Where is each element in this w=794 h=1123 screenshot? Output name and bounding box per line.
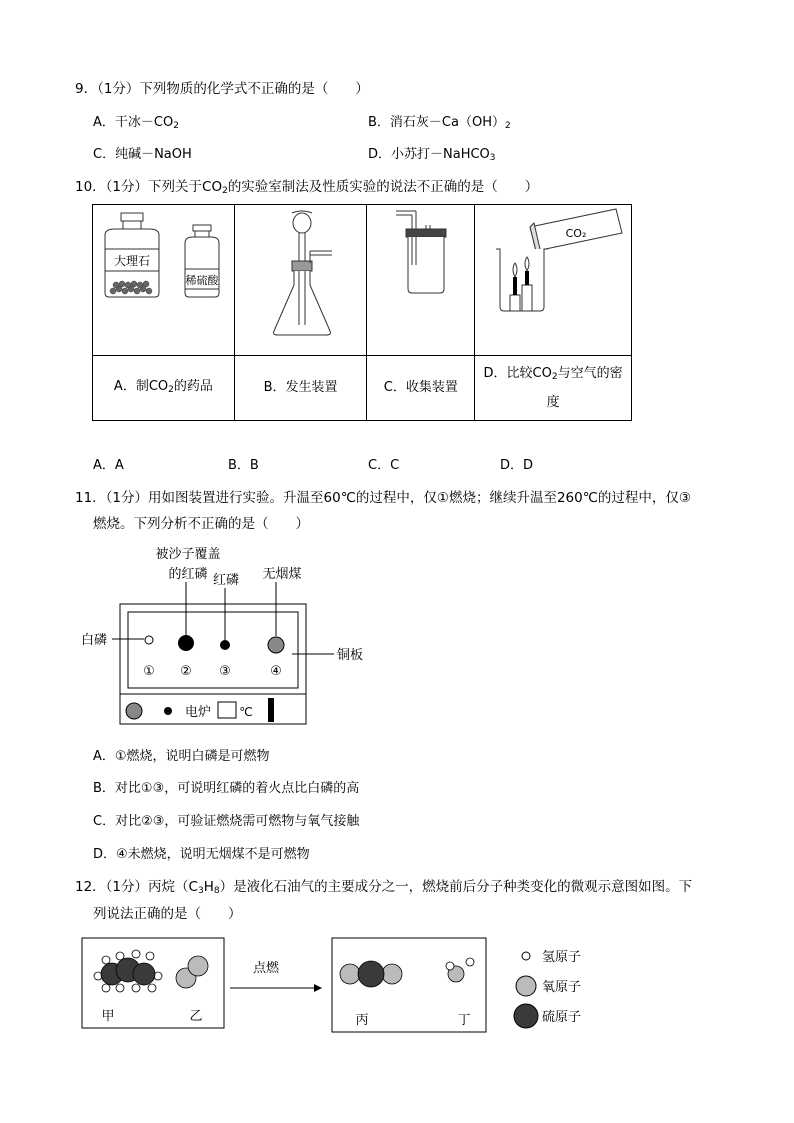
legend-hydrogen: 氢原子 bbox=[542, 950, 582, 965]
furnace-knob-icon bbox=[126, 703, 142, 719]
q10-caption-d: D．比较$CO_2$与空气的密 度 bbox=[475, 356, 632, 421]
q10-option-c[interactable]: C．C bbox=[368, 458, 400, 473]
label-sand-covered-1: 被沙子覆盖 bbox=[155, 547, 221, 562]
number-3: ③ bbox=[219, 664, 231, 679]
q11-option-d[interactable]: D．④未燃烧，说明无烟煤不是可燃物 bbox=[93, 847, 310, 862]
q12-stem-line2: 列说法正确的是（ ） bbox=[93, 906, 242, 922]
coal-dot bbox=[268, 637, 284, 653]
q12-figure bbox=[80, 932, 620, 1036]
q10-cell-drugs bbox=[93, 205, 235, 356]
label-white-phosphorus: 白磷 bbox=[80, 633, 108, 648]
label-jia: 甲 bbox=[101, 1009, 115, 1024]
acid-label: 稀硫酸 bbox=[185, 274, 219, 287]
q10-option-b[interactable]: B．B bbox=[228, 458, 259, 473]
label-red-phosphorus: 红磷 bbox=[212, 573, 240, 588]
legend-sulfur: 硫原子 bbox=[542, 1010, 582, 1025]
q9-option-c[interactable]: C．纯碱－NaOH bbox=[93, 147, 192, 162]
q10-caption-c: C．收集装置 bbox=[367, 356, 475, 421]
number-2: ② bbox=[180, 664, 192, 679]
co2-bottle-label: CO₂ bbox=[565, 227, 586, 240]
q11-option-c[interactable]: C．对比②③，可验证燃烧需可燃物与氧气接触 bbox=[93, 814, 360, 829]
label-degree: ℃ bbox=[239, 705, 253, 719]
furnace-switch bbox=[268, 698, 274, 722]
q10-cell-density bbox=[475, 205, 632, 356]
temperature-display bbox=[218, 702, 236, 718]
product-bing-molecule bbox=[340, 961, 402, 987]
furnace-indicator-icon bbox=[164, 707, 172, 715]
number-4: ④ bbox=[270, 664, 282, 679]
q11-figure bbox=[70, 538, 390, 730]
q9-option-d[interactable]: D．小苏打－NaHCO$_3$ bbox=[368, 147, 496, 163]
q11-stem-line2: 燃烧。下列分析不正确的是（ ） bbox=[93, 516, 309, 532]
flask-apparatus-image bbox=[236, 205, 366, 351]
q11-option-a[interactable]: A．①燃烧，说明白磷是可燃物 bbox=[93, 749, 270, 764]
q12-stem-line1: 12．（1分）丙烷$(C_3H_8)$是液化石油气的主要成分之一，燃烧前后分子种类变化的微观示意图如图。下 bbox=[75, 879, 693, 896]
white-phosphorus-dot bbox=[145, 636, 153, 644]
q10-cell-generator bbox=[234, 205, 367, 356]
q9-option-b[interactable]: B．消石灰$-Ca(OH)_2$ bbox=[368, 115, 511, 131]
label-bing: 丙 bbox=[355, 1013, 369, 1028]
atom-legend bbox=[514, 950, 581, 1028]
label-ignite: 点燃 bbox=[252, 961, 280, 976]
label-coal: 无烟煤 bbox=[262, 567, 302, 582]
label-electric-furnace: 电炉 bbox=[184, 705, 212, 720]
label-sand-covered-2: 的红磷 bbox=[168, 567, 208, 582]
q10-option-a[interactable]: A．A bbox=[93, 458, 124, 473]
q10-option-d[interactable]: D．D bbox=[500, 458, 534, 473]
q10-caption-a: A．制$CO_2$的药品 bbox=[93, 356, 235, 421]
sand-covered-red-phosphorus-dot bbox=[178, 635, 194, 651]
q10-figure-table bbox=[92, 204, 632, 421]
q10-cell-collector bbox=[367, 205, 475, 356]
label-ding: 丁 bbox=[457, 1013, 471, 1028]
legend-oxygen: 氧原子 bbox=[542, 980, 582, 995]
q11-option-b[interactable]: B．对比①③，可说明红磷的着火点比白磷的高 bbox=[93, 781, 360, 796]
number-1: ① bbox=[143, 664, 155, 679]
red-phosphorus-dot bbox=[220, 640, 230, 650]
q11-stem-line1: 11．（1分）用如图装置进行实验。升温至60℃的过程中，仅①燃烧；继续升温至260℃的过程中，仅③ bbox=[75, 490, 691, 506]
q9-stem: 9．（1分）下列物质的化学式不正确的是（ ） bbox=[75, 81, 369, 97]
q9-option-a[interactable]: A．干冰$-CO_2$ bbox=[93, 115, 179, 131]
label-yi: 乙 bbox=[189, 1009, 203, 1024]
q10-stem: 10．（1分）下列关于$CO_2$的实验室制法及性质实验的说法不正确的是（ ） bbox=[75, 179, 539, 196]
marble-label: 大理石 bbox=[114, 254, 151, 268]
gas-bottle-image bbox=[368, 205, 474, 351]
beaker-candles-image bbox=[476, 205, 631, 351]
q10-caption-b: B．发生装置 bbox=[234, 356, 367, 421]
label-copper-plate: 铜板 bbox=[336, 648, 364, 663]
reagent-bottles-image bbox=[93, 205, 233, 351]
